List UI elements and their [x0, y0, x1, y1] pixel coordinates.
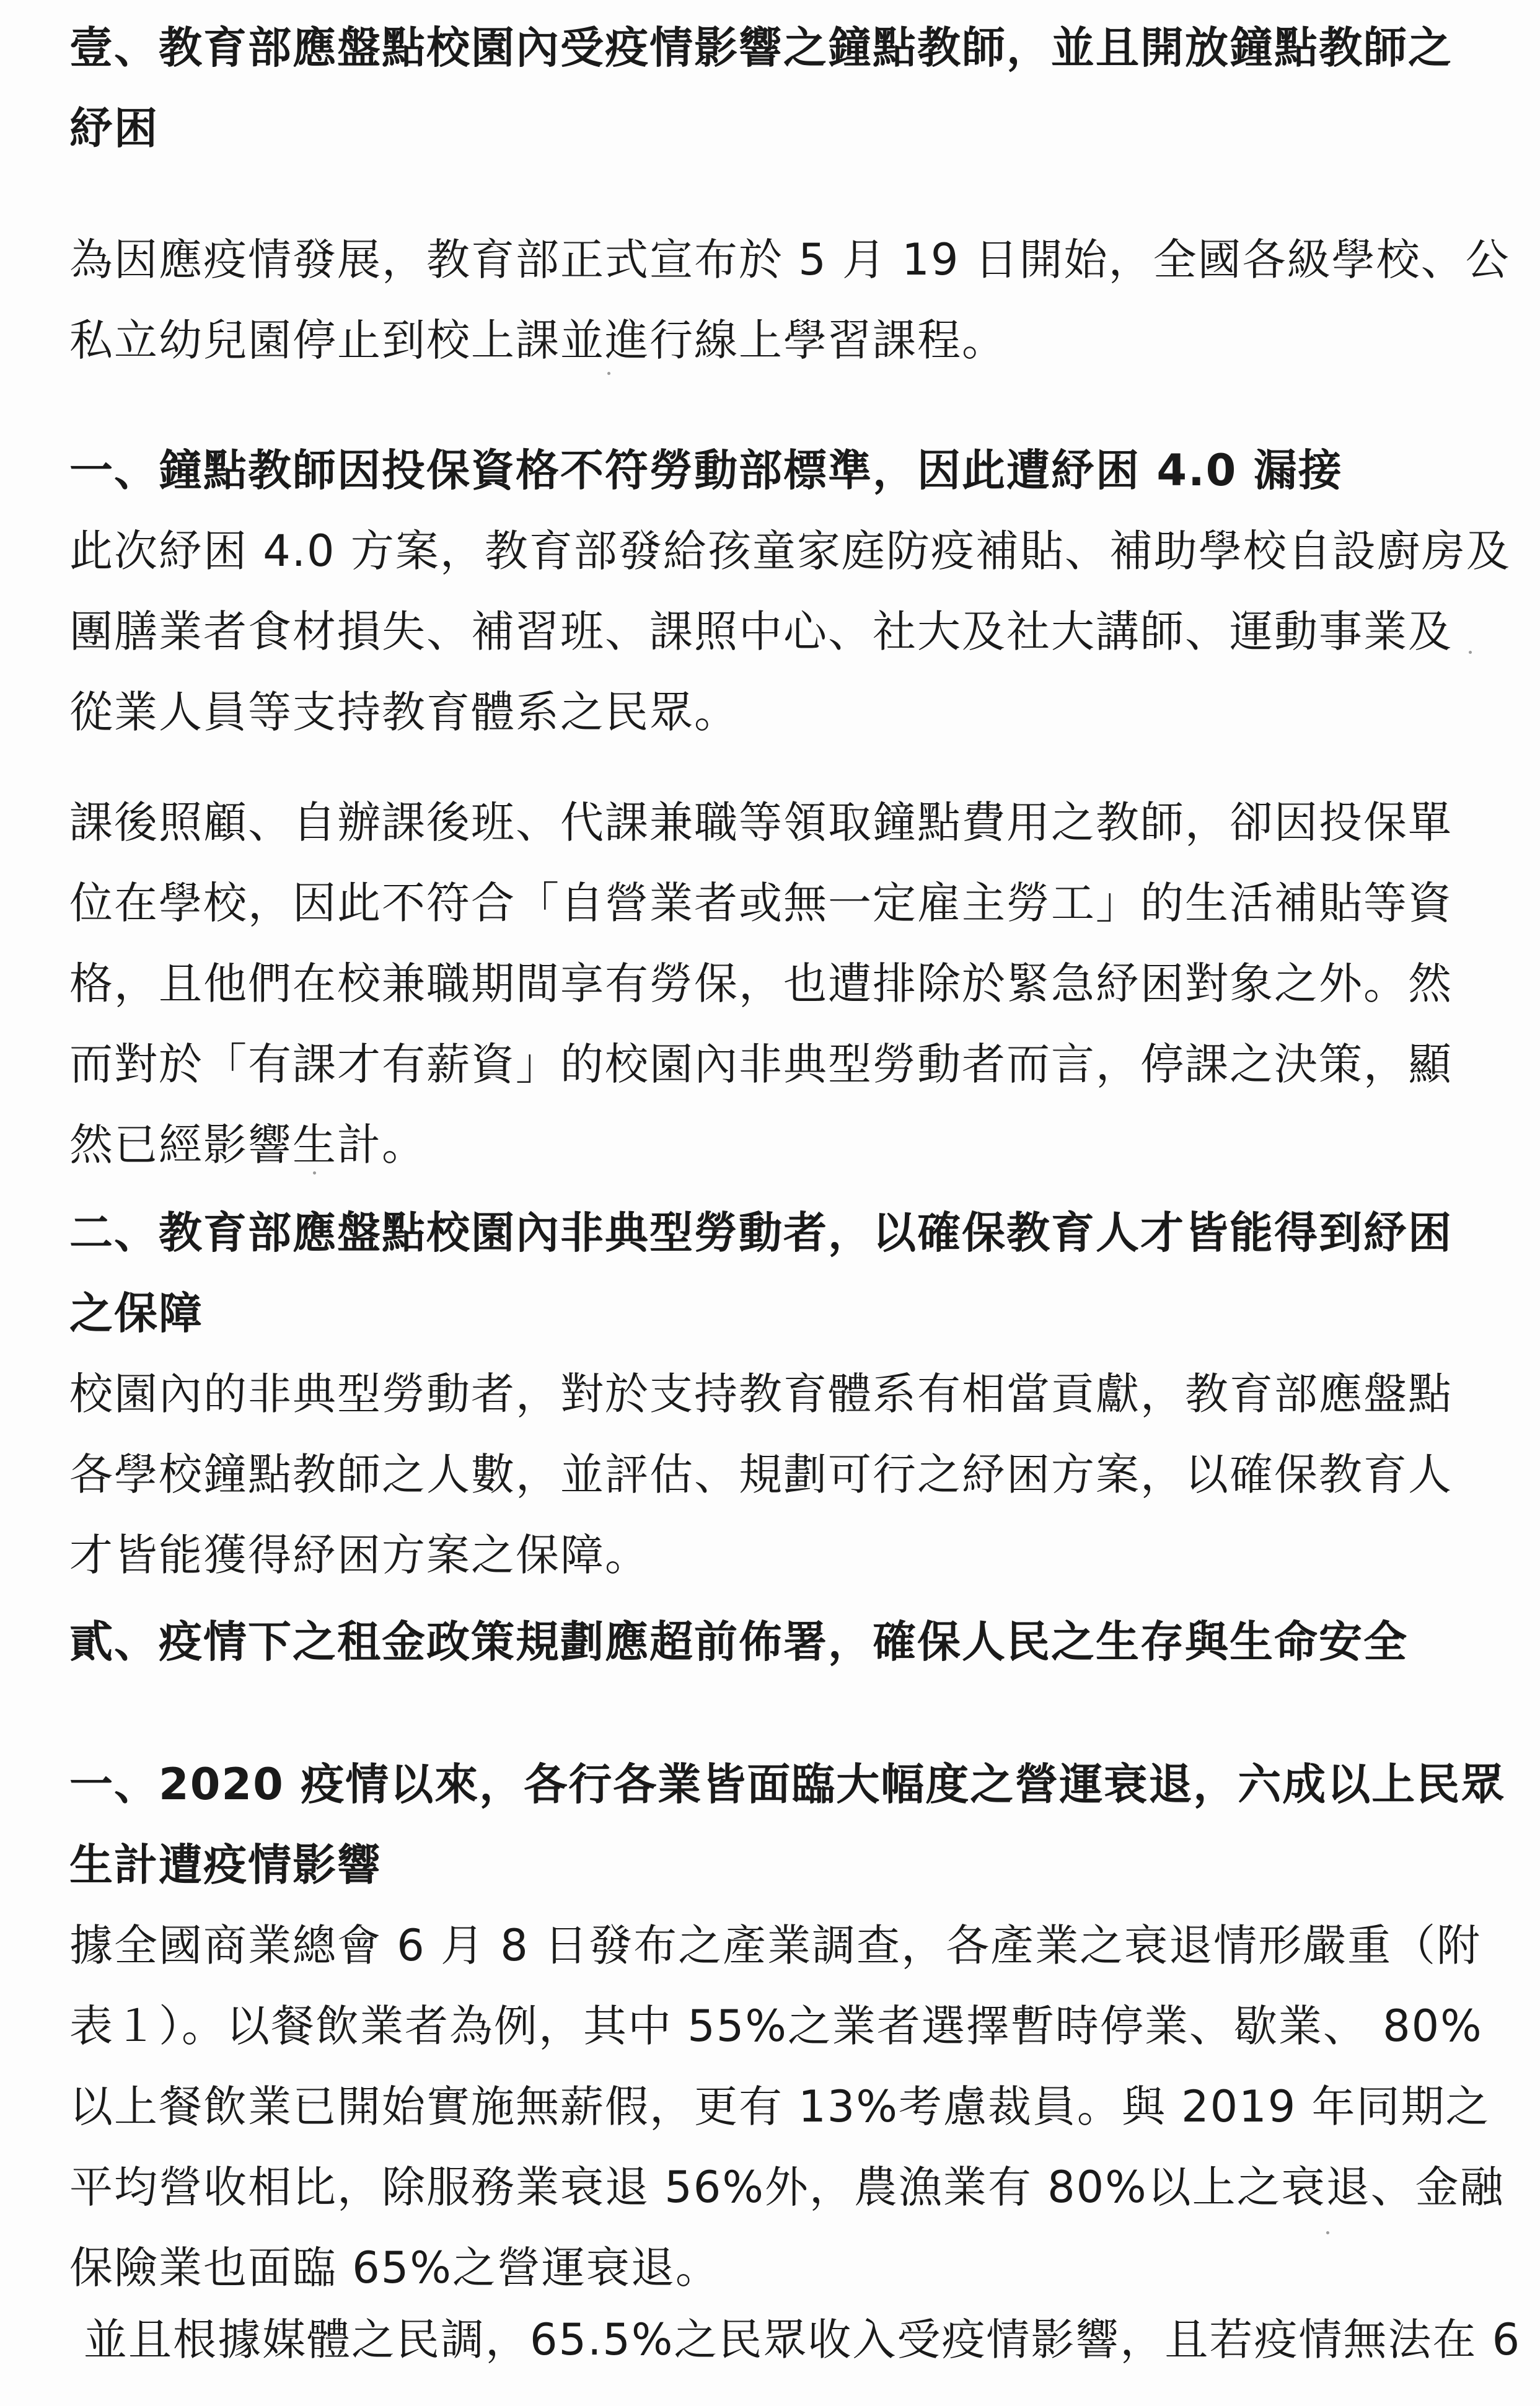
subsection-1-paragraph-2 [69, 782, 1507, 1185]
section-heading-2 [69, 1602, 1507, 1682]
heading-line: 壹、教育部應盤點校園內受疫情影響之鐘點教師，並且開放鐘點教師之 [69, 22, 1453, 73]
paragraph-line: 團膳業者食材損失、補習班、課照中心、社大及社大講師、運動事業及 [69, 606, 1453, 657]
paragraph-line: 平均營收相比，除服務業衰退 56%外，農漁業有 80%以上之衰退、金融 [69, 2162, 1505, 2213]
paragraph-line: 表１）。以餐飲業者為例，其中 55%之業者選擇暫時停業、歇業、 80% [69, 2001, 1483, 2051]
subsection-title: 一、鐘點教師因投保資格不符勞動部標準，因此遭紓困 4.0 漏接 [69, 445, 1343, 496]
subsection-title: 二、教育部應盤點校園內非典型勞動者，以確保教育人才皆能得到紓困 [69, 1207, 1453, 1258]
scan-speck [1326, 2231, 1329, 2234]
heading-line: 紓困 [69, 103, 159, 154]
paragraph-line: 為因應疫情發展，教育部正式宣布於 5 月 19 日開始，全國各級學校、公 [69, 234, 1510, 285]
subsection-title: 生計遭疫情影響 [69, 1840, 382, 1890]
paragraph-line: 保險業也面臨 65%之營運衰退。 [69, 2242, 720, 2293]
paragraph-line: 然已經影響生計。 [69, 1119, 426, 1170]
section-heading-1 [69, 7, 1507, 169]
heading-line: 貳、疫情下之租金政策規劃應超前佈署，確保人民之生存與生命安全 [69, 1616, 1408, 1667]
paragraph-line: 校園內的非典型勞動者，對於支持教育體系有相當貢獻，教育部應盤點 [69, 1368, 1453, 1419]
subsection-1 [69, 430, 1511, 752]
subsection-title: 一、2020 疫情以來，各行各業皆面臨大幅度之營運衰退，六成以上民眾 [69, 1759, 1506, 1810]
paragraph-line: 以上餐飲業已開始實施無薪假，更有 13%考慮裁員。與 2019 年同期之 [69, 2081, 1490, 2132]
subsection-3 [69, 1744, 1507, 2308]
last-paragraph [84, 2299, 1521, 2380]
paragraph-line: 課後照顧、自辦課後班、代課兼職等領取鐘點費用之教師，卻因投保單 [69, 797, 1453, 848]
paragraph-line: 格，且他們在校兼職期間享有勞保，也遭排除於緊急紓困對象之外。然 [69, 958, 1453, 1009]
paragraph-line: 從業人員等支持教育體系之民眾。 [69, 687, 739, 738]
scan-speck [313, 1171, 316, 1174]
paragraph-line: 此次紓困 4.0 方案，教育部發給孩童家庭防疫補貼、補助學校自設廚房及 [69, 526, 1511, 576]
paragraph-line: 才皆能獲得紓困方案之保障。 [69, 1530, 649, 1580]
subsection-title: 之保障 [69, 1288, 203, 1339]
paragraph-line: 而對於「有課才有薪資」的校園內非典型勞動者而言，停課之決策，顯 [69, 1039, 1453, 1090]
scan-speck [607, 372, 610, 375]
paragraph-line: 各學校鐘點教師之人數，並評估、規劃可行之紓困方案，以確保教育人 [69, 1449, 1453, 1500]
subsection-2 [69, 1192, 1507, 1595]
paragraph-line: 並且根據媒體之民調，65.5%之民眾收入受疫情影響，且若疫情無法在 6 [84, 2314, 1521, 2365]
intro-paragraph [69, 219, 1510, 381]
paragraph-line: 私立幼兒園停止到校上課並進行線上學習課程。 [69, 315, 1006, 366]
paragraph-line: 位在學校，因此不符合「自營業者或無一定雇主勞工」的生活補貼等資 [69, 878, 1453, 928]
scan-speck [1469, 651, 1472, 654]
paragraph-line: 據全國商業總會 6 月 8 日發布之產業調查，各產業之衰退情形嚴重（附 [69, 1920, 1482, 1971]
